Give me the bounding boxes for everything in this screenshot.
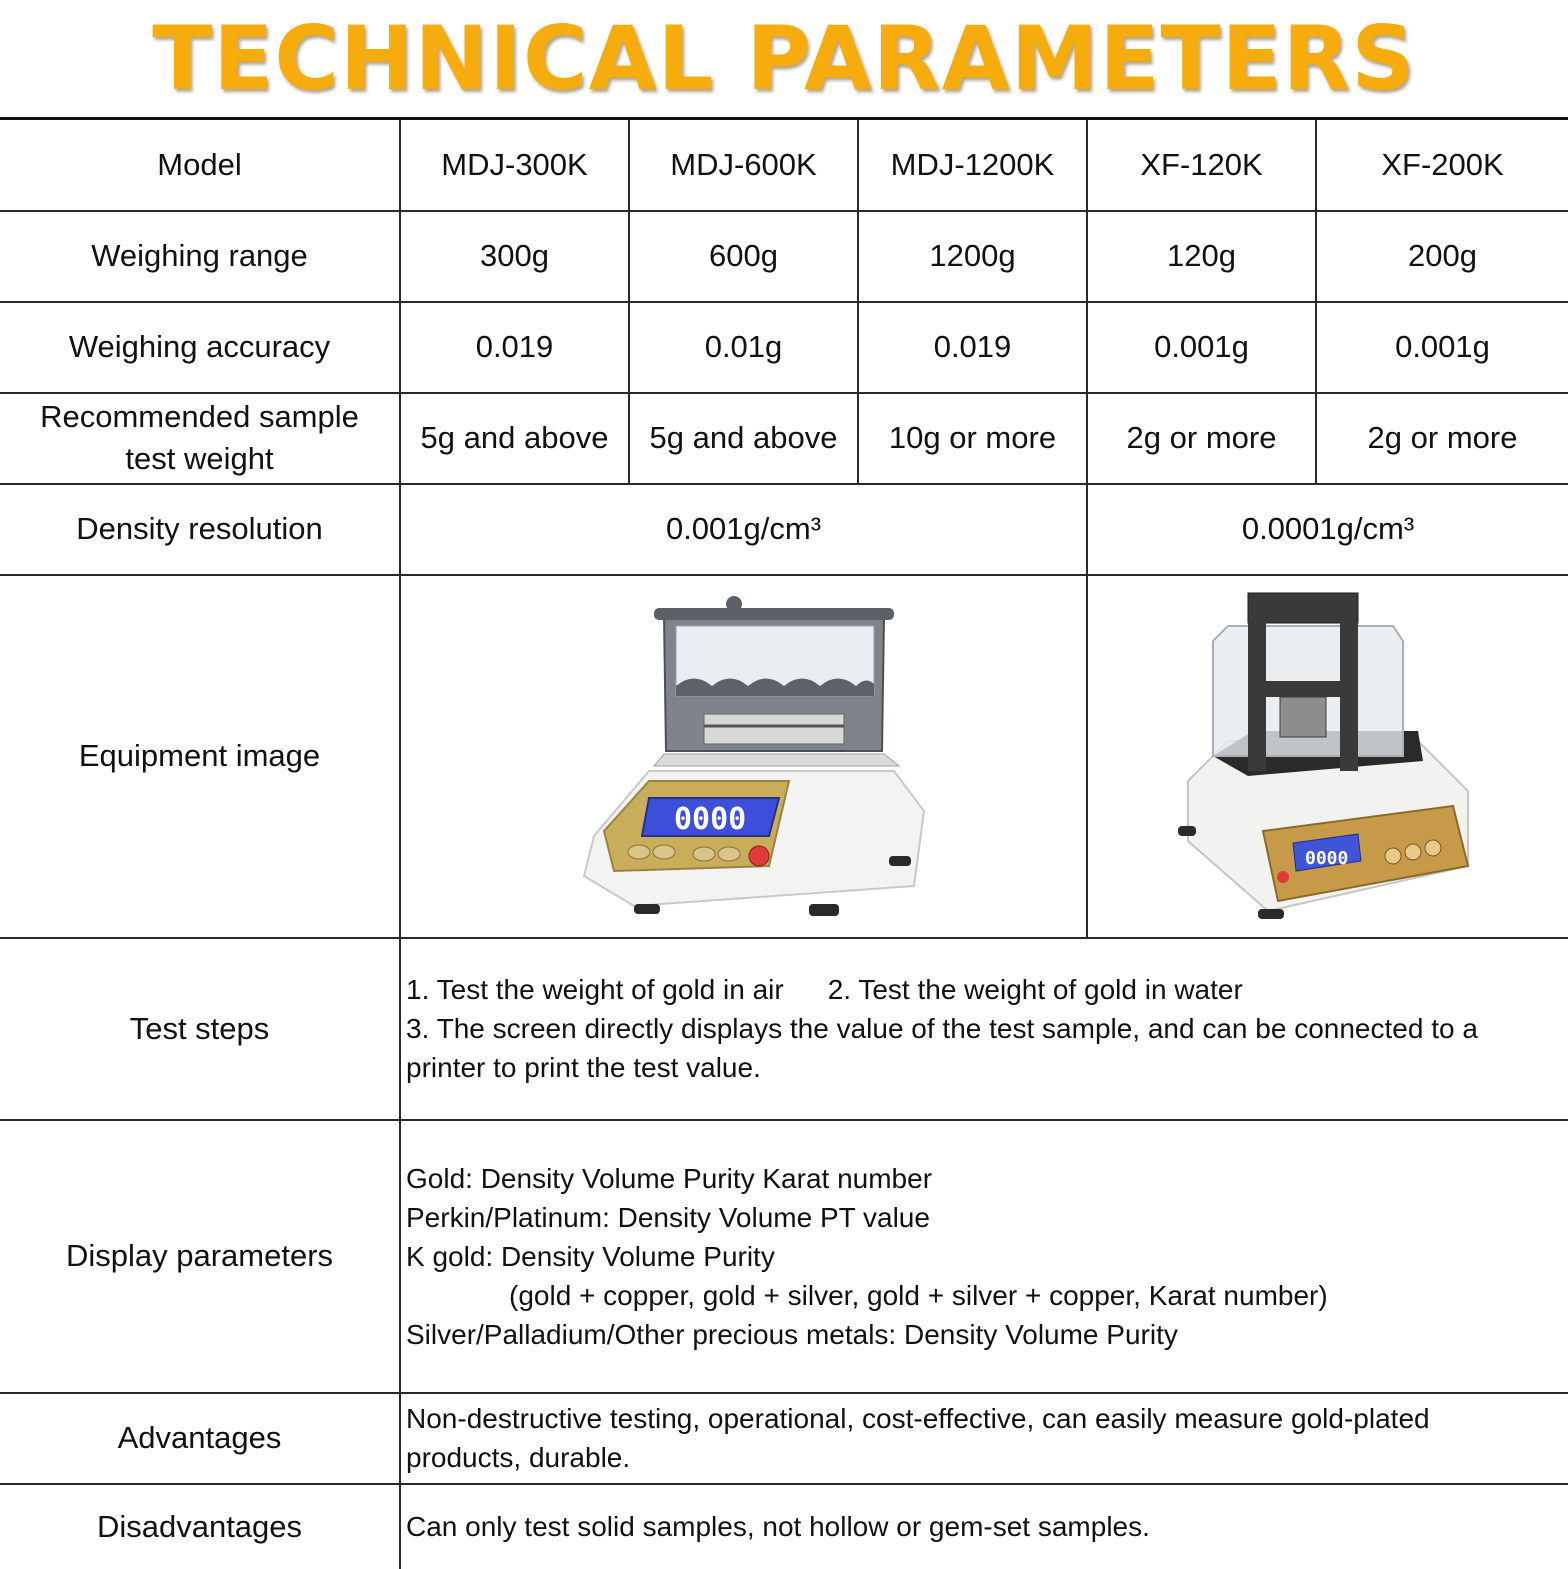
page-title: TECHNICAL PARAMETERS (152, 7, 1416, 110)
table-row-steps (0, 938, 1568, 1120)
step-3-line2: printer to print the test value. (406, 1052, 761, 1083)
equipment-image-mdj (400, 575, 1087, 938)
sample-cell: 5g and above (629, 393, 858, 484)
row-label-density: Density resolution (0, 484, 400, 575)
model-cell: XF-120K (1087, 119, 1316, 211)
step-1: 1. Test the weight of gold in air (406, 974, 784, 1005)
range-cell: 120g (1087, 211, 1316, 302)
table-row-advantages (0, 1393, 1568, 1484)
display-line: Gold: Density Volume Purity Karat number (406, 1162, 933, 1194)
table-row-accuracy (0, 302, 1568, 393)
row-label-sample (0, 393, 400, 484)
table-row-density (0, 484, 1568, 575)
svg-text:0000: 0000 (1305, 848, 1349, 869)
step-3-line1: 3. The screen directly displays the value of the test sample, and can be connected to a (406, 1013, 1478, 1044)
display-line: (gold + copper, gold + silver, gold + silver + copper, Karat number) (509, 1279, 1328, 1311)
density-balance-mdj-image (554, 586, 934, 926)
range-cell: 200g (1316, 211, 1568, 302)
steps-line1 (406, 970, 1568, 1009)
advantages-line2: products, durable. (406, 1442, 631, 1473)
table-row-display (0, 1120, 1568, 1393)
model-cell: XF-200K (1316, 119, 1568, 211)
step-2: 2. Test the weight of gold in water (827, 974, 1243, 1005)
row-label-sample-line2: test weight (125, 441, 274, 476)
steps-cell (400, 938, 1568, 1120)
density-cell-mdj: 0.001g/cm³ (400, 484, 1087, 575)
table-row-sample (0, 393, 1568, 484)
advantages-line1: Non-destructive testing, operational, cost-effective, can easily measure gold-plated (406, 1403, 1430, 1434)
range-cell: 300g (400, 211, 629, 302)
disadvantages-cell: Can only test solid samples, not hollow or gem-set samples. (400, 1484, 1568, 1569)
row-label-sample-line1: Recommended sample (40, 399, 359, 434)
row-label-advantages: Advantages (0, 1393, 400, 1484)
svg-text:0000: 0000 (673, 802, 746, 837)
sample-cell: 10g or more (858, 393, 1087, 484)
row-label-model: Model (0, 119, 400, 211)
range-cell: 1200g (858, 211, 1087, 302)
accuracy-cell: 0.01g (629, 302, 858, 393)
display-line: Perkin/Platinum: Density Volume PT value (406, 1201, 930, 1233)
display-line: K gold: Density Volume Purity (406, 1240, 775, 1272)
sample-cell: 2g or more (1316, 393, 1568, 484)
accuracy-cell: 0.019 (858, 302, 1087, 393)
table-row-model (0, 119, 1568, 211)
range-cell: 600g (629, 211, 858, 302)
advantages-cell (400, 1393, 1568, 1484)
row-label-disadvantages: Disadvantages (0, 1484, 400, 1569)
parameters-table (0, 117, 1568, 1569)
table-row-equipment (0, 575, 1568, 938)
row-label-display: Display parameters (0, 1120, 400, 1393)
table-row-disadvantages (0, 1484, 1568, 1569)
model-cell: MDJ-600K (629, 119, 858, 211)
row-label-steps: Test steps (0, 938, 400, 1120)
accuracy-cell: 0.001g (1316, 302, 1568, 393)
row-label-range: Weighing range (0, 211, 400, 302)
density-balance-xf-image (1168, 581, 1488, 931)
display-cell (400, 1120, 1568, 1393)
display-line: Silver/Palladium/Other precious metals: Density Volume Purity (406, 1318, 1178, 1350)
sample-cell: 2g or more (1087, 393, 1316, 484)
model-cell: MDJ-300K (400, 119, 629, 211)
table-row-range (0, 211, 1568, 302)
row-label-equipment: Equipment image (0, 575, 400, 938)
density-cell-xf: 0.0001g/cm³ (1087, 484, 1568, 575)
model-cell: MDJ-1200K (858, 119, 1087, 211)
accuracy-cell: 0.019 (400, 302, 629, 393)
equipment-image-xf (1087, 575, 1568, 938)
accuracy-cell: 0.001g (1087, 302, 1316, 393)
row-label-accuracy: Weighing accuracy (0, 302, 400, 393)
sample-cell: 5g and above (400, 393, 629, 484)
